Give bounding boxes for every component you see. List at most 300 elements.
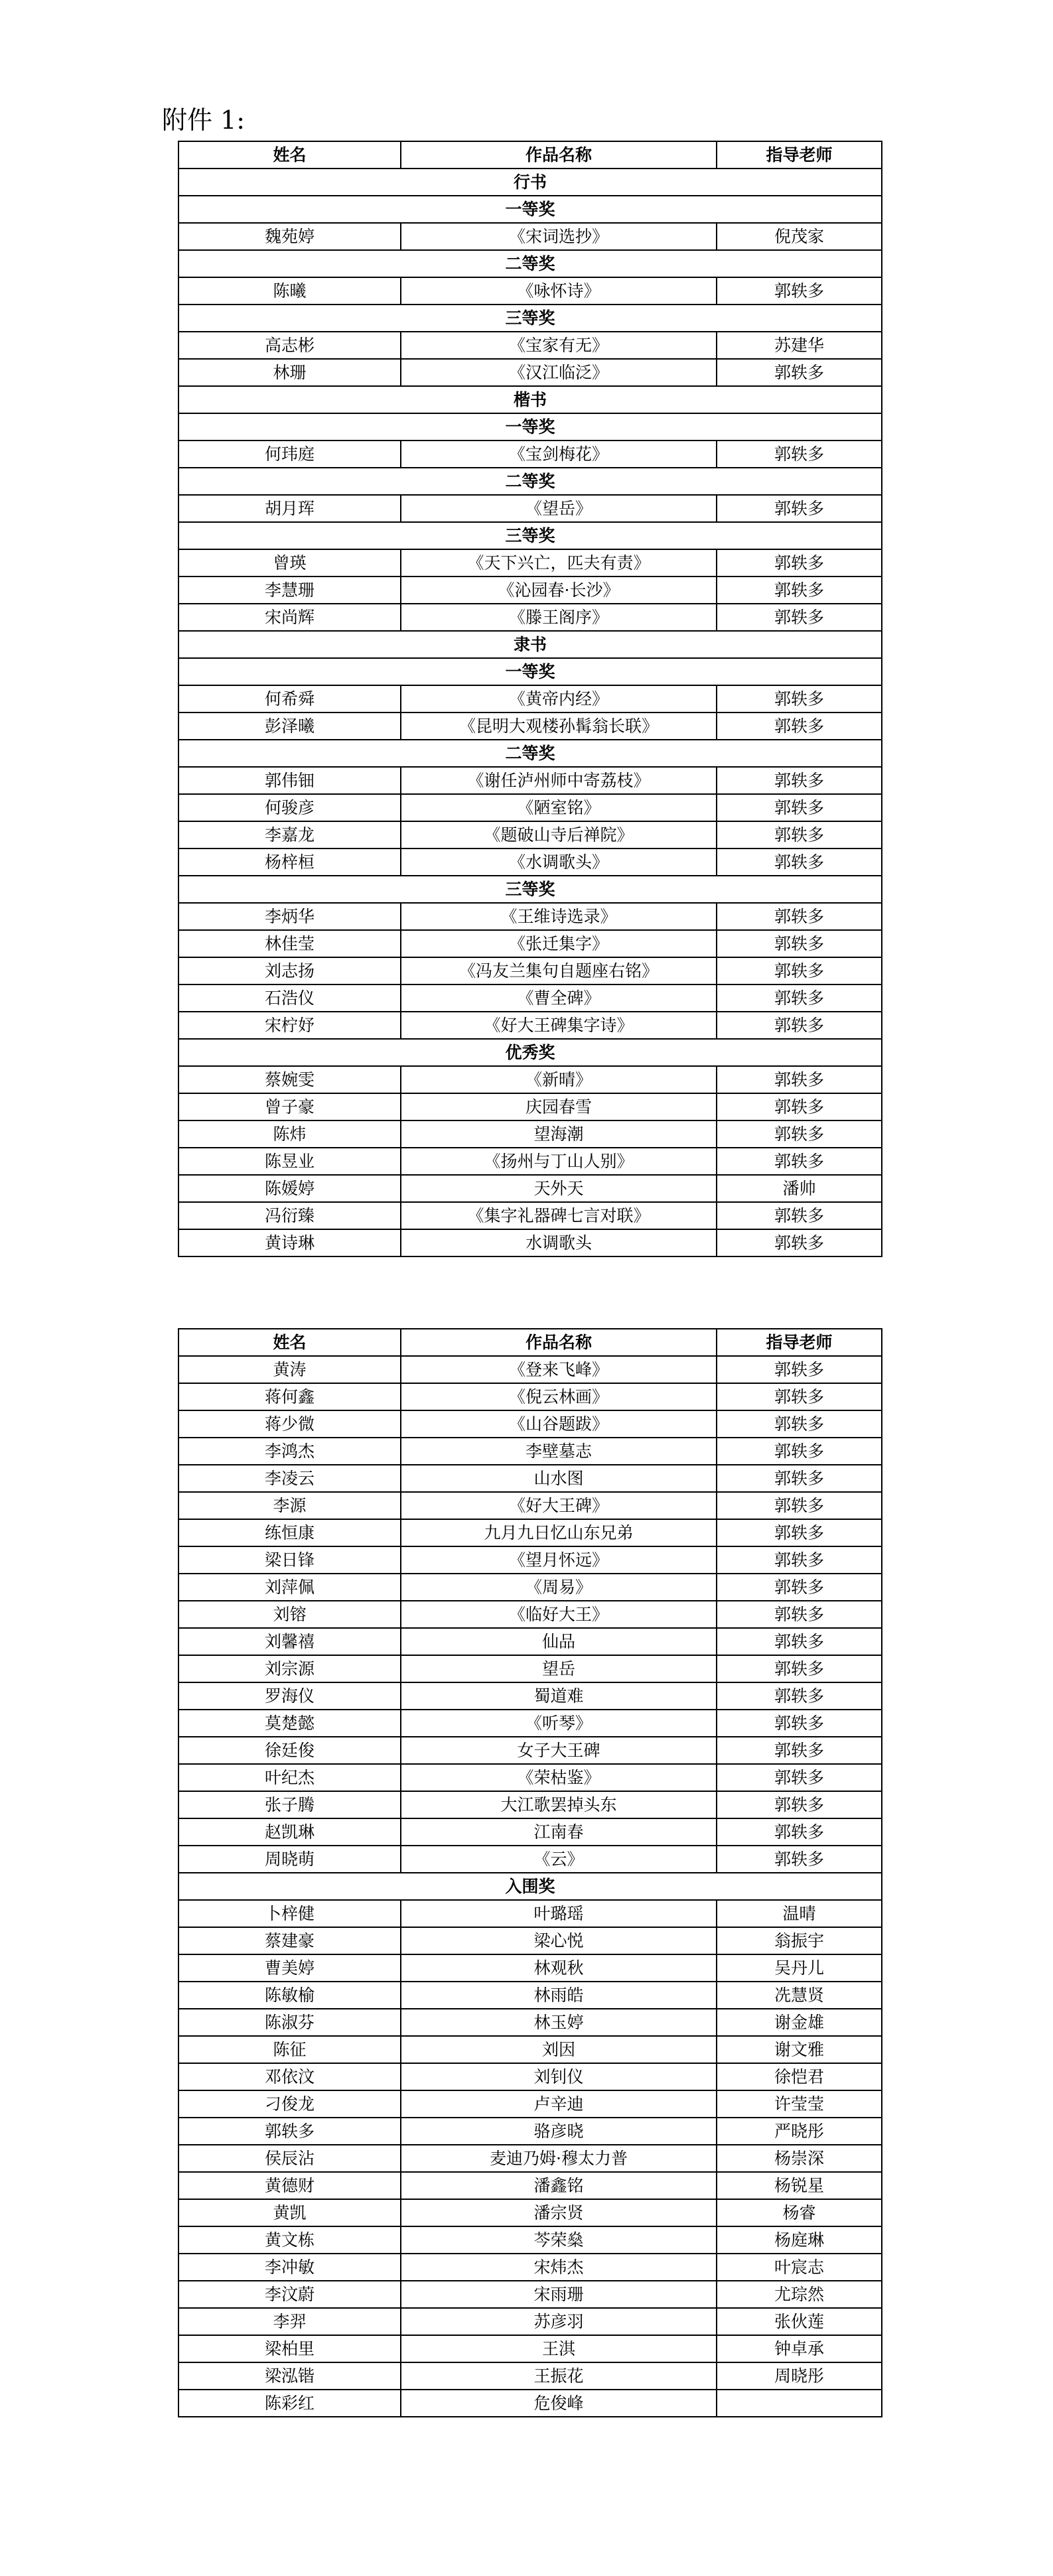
student-name: 陈征 (178, 2036, 401, 2063)
teacher-name: 吴丹儿 (717, 1954, 882, 1982)
work-title: 《水调歌头》 (401, 848, 717, 876)
student-name: 梁柏里 (178, 2335, 401, 2362)
table-row (178, 1438, 882, 1465)
work-title: 《天下兴亡，匹夫有责》 (401, 549, 717, 576)
work-title: 《山谷题跋》 (401, 1410, 717, 1438)
teacher-name: 郭轶多 (717, 794, 882, 821)
work-title: 刘钊仪 (401, 2063, 717, 2090)
section-heading: 行书 (178, 169, 882, 196)
student-name: 何玮庭 (178, 441, 401, 468)
work-title: 《咏怀诗》 (401, 277, 717, 305)
student-name: 黄涛 (178, 1356, 401, 1383)
work-title: 《好大王碑集字诗》 (401, 1012, 717, 1039)
student-name: 周晓萌 (178, 1846, 401, 1873)
section-row (178, 413, 882, 441)
teacher-name: 郭轶多 (717, 1601, 882, 1628)
section-heading: 楷书 (178, 386, 882, 413)
teacher-name: 郭轶多 (717, 576, 882, 604)
work-title: 李壁墓志 (401, 1438, 717, 1465)
table-row (178, 957, 882, 984)
work-title: 望岳 (401, 1655, 717, 1682)
table-row (178, 277, 882, 305)
work-title: 《冯友兰集句自题座右铭》 (401, 957, 717, 984)
teacher-name: 苏建华 (717, 332, 882, 359)
student-name: 何希舜 (178, 685, 401, 712)
teacher-name: 郭轶多 (717, 441, 882, 468)
work-title: 《黄帝内经》 (401, 685, 717, 712)
header-row (178, 1329, 882, 1356)
work-title: 《望月怀远》 (401, 1546, 717, 1574)
teacher-name: 郭轶多 (717, 930, 882, 957)
teacher-name: 郭轶多 (717, 1710, 882, 1737)
work-title: 叶璐瑶 (401, 1900, 717, 1927)
teacher-name: 郭轶多 (717, 1202, 882, 1229)
table-row (178, 1148, 882, 1175)
teacher-name: 郭轶多 (717, 1066, 882, 1093)
work-title: 《宋词选抄》 (401, 223, 717, 250)
teacher-name: 郭轶多 (717, 604, 882, 631)
table-row (178, 1202, 882, 1229)
teacher-name: 郭轶多 (717, 1383, 882, 1410)
work-title: 女子大王碑 (401, 1737, 717, 1764)
section-row (178, 305, 882, 332)
table-row (178, 2145, 882, 2172)
teacher-name: 郭轶多 (717, 685, 882, 712)
student-name: 黄凯 (178, 2199, 401, 2226)
table-row (178, 1012, 882, 1039)
table-row (178, 2362, 882, 2390)
student-name: 黄诗琳 (178, 1229, 401, 1256)
work-title: 《汉江临泛》 (401, 359, 717, 386)
header-work: 作品名称 (401, 141, 717, 169)
section-row (178, 658, 882, 685)
section-row (178, 876, 882, 903)
student-name: 刘志扬 (178, 957, 401, 984)
table-row (178, 1927, 882, 1954)
work-title: 林雨皓 (401, 1982, 717, 2009)
section-heading: 一等奖 (178, 658, 882, 685)
teacher-name: 郭轶多 (717, 1546, 882, 1574)
work-title: 九月九日忆山东兄弟 (401, 1519, 717, 1546)
table-row (178, 1601, 882, 1628)
work-title: 《沁园春·长沙》 (401, 576, 717, 604)
work-title: 潘鑫铭 (401, 2172, 717, 2199)
student-name: 陈淑芬 (178, 2009, 401, 2036)
work-title: 《张迁集字》 (401, 930, 717, 957)
student-name: 宋尚辉 (178, 604, 401, 631)
section-row (178, 250, 882, 277)
table-row (178, 2199, 882, 2226)
student-name: 李慧珊 (178, 576, 401, 604)
section-row (178, 1873, 882, 1900)
student-name: 石浩仪 (178, 984, 401, 1012)
teacher-name: 倪茂家 (717, 223, 882, 250)
work-title: 蜀道难 (401, 1682, 717, 1710)
teacher-name: 郭轶多 (717, 1148, 882, 1175)
table-row (178, 2281, 882, 2308)
work-title: 《荣枯鉴》 (401, 1764, 717, 1791)
teacher-name: 郭轶多 (717, 957, 882, 984)
table-row (178, 1492, 882, 1519)
teacher-name: 谢文雅 (717, 2036, 882, 2063)
table-row (178, 2226, 882, 2254)
work-title: 《昆明大观楼孙髯翁长联》 (401, 712, 717, 740)
teacher-name: 郭轶多 (717, 1791, 882, 1818)
work-title: 危俊峰 (401, 2390, 717, 2417)
work-title: 卢辛迪 (401, 2090, 717, 2118)
teacher-name: 郭轶多 (717, 1737, 882, 1764)
student-name: 林珊 (178, 359, 401, 386)
table-row (178, 2090, 882, 2118)
work-title: 《听琴》 (401, 1710, 717, 1737)
work-title: 《曹全碑》 (401, 984, 717, 1012)
section-heading: 三等奖 (178, 305, 882, 332)
student-name: 蒋何鑫 (178, 1383, 401, 1410)
attachment-title: 附件 1: (162, 105, 246, 135)
teacher-name: 潘帅 (717, 1175, 882, 1202)
student-name: 卜梓健 (178, 1900, 401, 1927)
student-name: 黄德财 (178, 2172, 401, 2199)
table-row (178, 2063, 882, 2090)
student-name: 陈曦 (178, 277, 401, 305)
teacher-name: 郭轶多 (717, 495, 882, 522)
section-row (178, 196, 882, 223)
teacher-name: 郭轶多 (717, 1356, 882, 1383)
work-title: 《陋室铭》 (401, 794, 717, 821)
table-row (178, 2390, 882, 2417)
teacher-name: 严晓彤 (717, 2118, 882, 2145)
teacher-name: 郭轶多 (717, 767, 882, 794)
student-name: 练恒康 (178, 1519, 401, 1546)
table-row (178, 332, 882, 359)
table-row (178, 1356, 882, 1383)
work-title: 潘宗贤 (401, 2199, 717, 2226)
table-row (178, 821, 882, 848)
student-name: 郭伟钿 (178, 767, 401, 794)
teacher-name: 周晓彤 (717, 2362, 882, 2390)
table-row (178, 2009, 882, 2036)
teacher-name: 郭轶多 (717, 1682, 882, 1710)
student-name: 杨梓桓 (178, 848, 401, 876)
table-row (178, 576, 882, 604)
student-name: 曾子豪 (178, 1093, 401, 1120)
section-heading: 入围奖 (178, 1873, 882, 1900)
teacher-name: 郭轶多 (717, 1846, 882, 1873)
work-title: 宋雨珊 (401, 2281, 717, 2308)
section-heading: 隶书 (178, 631, 882, 658)
student-name: 莫楚懿 (178, 1710, 401, 1737)
teacher-name: 钟卓承 (717, 2335, 882, 2362)
header-teacher: 指导老师 (717, 141, 882, 169)
section-row (178, 386, 882, 413)
student-name: 蔡建豪 (178, 1927, 401, 1954)
teacher-name: 郭轶多 (717, 848, 882, 876)
student-name: 宋柠妤 (178, 1012, 401, 1039)
work-title: 《滕王阁序》 (401, 604, 717, 631)
work-title: 《望岳》 (401, 495, 717, 522)
student-name: 徐廷俊 (178, 1737, 401, 1764)
table-row (178, 1519, 882, 1546)
teacher-name: 郭轶多 (717, 1574, 882, 1601)
award-table-2 (178, 1328, 882, 2417)
teacher-name: 郭轶多 (717, 1229, 882, 1256)
teacher-name: 许莹莹 (717, 2090, 882, 2118)
table-row (178, 1710, 882, 1737)
student-name: 刘萍佩 (178, 1574, 401, 1601)
table-row (178, 685, 882, 712)
work-title: 《扬州与丁山人别》 (401, 1148, 717, 1175)
section-row (178, 468, 882, 495)
work-title: 水调歌头 (401, 1229, 717, 1256)
teacher-name: 郭轶多 (717, 984, 882, 1012)
student-name: 郭轶多 (178, 2118, 401, 2145)
teacher-name: 郭轶多 (717, 1628, 882, 1655)
section-heading: 三等奖 (178, 522, 882, 549)
student-name: 陈敏榆 (178, 1982, 401, 2009)
header-name: 姓名 (178, 141, 401, 169)
student-name: 李汶蔚 (178, 2281, 401, 2308)
teacher-name: 郭轶多 (717, 1120, 882, 1148)
student-name: 罗海仪 (178, 1682, 401, 1710)
work-title: 天外天 (401, 1175, 717, 1202)
student-name: 胡月珲 (178, 495, 401, 522)
award-table-1 (178, 141, 882, 1257)
work-title: 《倪云林画》 (401, 1383, 717, 1410)
student-name: 李凌云 (178, 1465, 401, 1492)
student-name: 彭泽曦 (178, 712, 401, 740)
teacher-name: 郭轶多 (717, 1519, 882, 1546)
table-row (178, 1954, 882, 1982)
table-row (178, 1764, 882, 1791)
work-title: 林观秋 (401, 1954, 717, 1982)
table-row (178, 1982, 882, 2009)
student-name: 侯辰沾 (178, 2145, 401, 2172)
table-row (178, 2036, 882, 2063)
work-title: 宋炜杰 (401, 2254, 717, 2281)
work-title: 刘因 (401, 2036, 717, 2063)
teacher-name: 杨崇深 (717, 2145, 882, 2172)
work-title: 苏彦羽 (401, 2308, 717, 2335)
teacher-name: 郭轶多 (717, 1492, 882, 1519)
work-title: 仙品 (401, 1628, 717, 1655)
table-row (178, 1737, 882, 1764)
table-row (178, 930, 882, 957)
student-name: 梁日锋 (178, 1546, 401, 1574)
table-row (178, 1655, 882, 1682)
student-name: 李冲敏 (178, 2254, 401, 2281)
award-table-2-body (178, 1329, 882, 2417)
work-title: 《宝剑梅花》 (401, 441, 717, 468)
work-title: 《题破山寺后禅院》 (401, 821, 717, 848)
table-row (178, 1410, 882, 1438)
teacher-name: 郭轶多 (717, 1438, 882, 1465)
section-heading: 二等奖 (178, 250, 882, 277)
student-name: 曾瑛 (178, 549, 401, 576)
teacher-name: 徐恺君 (717, 2063, 882, 2090)
header-teacher: 指导老师 (717, 1329, 882, 1356)
section-heading: 二等奖 (178, 740, 882, 767)
teacher-name: 郭轶多 (717, 903, 882, 930)
section-row (178, 740, 882, 767)
teacher-name: 郭轶多 (717, 1410, 882, 1438)
table-row (178, 848, 882, 876)
teacher-name: 郭轶多 (717, 359, 882, 386)
student-name: 叶纪杰 (178, 1764, 401, 1791)
table-row (178, 794, 882, 821)
table-row (178, 495, 882, 522)
teacher-name: 杨庭琳 (717, 2226, 882, 2254)
table-row (178, 767, 882, 794)
work-title: 《宝家有无》 (401, 332, 717, 359)
student-name: 邓依汶 (178, 2063, 401, 2090)
table-row (178, 1682, 882, 1710)
table-row (178, 1093, 882, 1120)
teacher-name: 郭轶多 (717, 549, 882, 576)
work-title: 《登来飞峰》 (401, 1356, 717, 1383)
award-table-1-body (178, 141, 882, 1256)
student-name: 蔡婉雯 (178, 1066, 401, 1093)
student-name: 李嘉龙 (178, 821, 401, 848)
table-row (178, 1546, 882, 1574)
section-heading: 二等奖 (178, 468, 882, 495)
table-row (178, 1465, 882, 1492)
table-row (178, 1383, 882, 1410)
student-name: 曹美婷 (178, 1954, 401, 1982)
table-row (178, 1791, 882, 1818)
table-row (178, 604, 882, 631)
table-row (178, 1229, 882, 1256)
student-name: 蒋少微 (178, 1410, 401, 1438)
student-name: 刘馨禧 (178, 1628, 401, 1655)
table-row (178, 2172, 882, 2199)
work-title: 《好大王碑》 (401, 1492, 717, 1519)
work-title: 《新晴》 (401, 1066, 717, 1093)
student-name: 梁泓锴 (178, 2362, 401, 2390)
work-title: 王振花 (401, 2362, 717, 2390)
student-name: 李炳华 (178, 903, 401, 930)
teacher-name: 郭轶多 (717, 1093, 882, 1120)
teacher-name: 郭轶多 (717, 1818, 882, 1846)
student-name: 李羿 (178, 2308, 401, 2335)
student-name: 陈炜 (178, 1120, 401, 1148)
work-title: 王淇 (401, 2335, 717, 2362)
table-row (178, 2254, 882, 2281)
work-title: 《临好大王》 (401, 1601, 717, 1628)
work-title: 江南春 (401, 1818, 717, 1846)
work-title: 望海潮 (401, 1120, 717, 1148)
student-name: 冯衍臻 (178, 1202, 401, 1229)
student-name: 陈彩红 (178, 2390, 401, 2417)
table-row (178, 2118, 882, 2145)
table-row (178, 1175, 882, 1202)
teacher-name: 郭轶多 (717, 821, 882, 848)
student-name: 陈昱业 (178, 1148, 401, 1175)
student-name: 何骏彦 (178, 794, 401, 821)
table-row (178, 712, 882, 740)
table-row (178, 359, 882, 386)
table-row (178, 1120, 882, 1148)
student-name: 魏苑婷 (178, 223, 401, 250)
table-row (178, 441, 882, 468)
teacher-name: 郭轶多 (717, 1012, 882, 1039)
teacher-name: 郭轶多 (717, 1764, 882, 1791)
header-name: 姓名 (178, 1329, 401, 1356)
work-title: 《谢任泸州师中寄荔枝》 (401, 767, 717, 794)
section-heading: 一等奖 (178, 196, 882, 223)
student-name: 高志彬 (178, 332, 401, 359)
student-name: 李源 (178, 1492, 401, 1519)
student-name: 刁俊龙 (178, 2090, 401, 2118)
table-row (178, 1066, 882, 1093)
table-row (178, 1900, 882, 1927)
teacher-name: 冼慧贤 (717, 1982, 882, 2009)
section-heading: 三等奖 (178, 876, 882, 903)
teacher-name (717, 2390, 882, 2417)
table-row (178, 1846, 882, 1873)
table-row (178, 903, 882, 930)
section-heading: 一等奖 (178, 413, 882, 441)
work-title: 林玉婷 (401, 2009, 717, 2036)
table-row (178, 549, 882, 576)
work-title: 《王维诗选录》 (401, 903, 717, 930)
student-name: 黄文栋 (178, 2226, 401, 2254)
teacher-name: 郭轶多 (717, 1465, 882, 1492)
student-name: 刘镕 (178, 1601, 401, 1628)
section-row (178, 631, 882, 658)
teacher-name: 张伙莲 (717, 2308, 882, 2335)
student-name: 刘宗源 (178, 1655, 401, 1682)
teacher-name: 翁振宇 (717, 1927, 882, 1954)
student-name: 张子腾 (178, 1791, 401, 1818)
table-row (178, 223, 882, 250)
work-title: 《集字礼器碑七言对联》 (401, 1202, 717, 1229)
table-row (178, 2308, 882, 2335)
teacher-name: 杨锐星 (717, 2172, 882, 2199)
table-row (178, 1628, 882, 1655)
student-name: 李鸿杰 (178, 1438, 401, 1465)
table-row (178, 1574, 882, 1601)
teacher-name: 尤琮然 (717, 2281, 882, 2308)
table-row (178, 1818, 882, 1846)
work-title: 《云》 (401, 1846, 717, 1873)
work-title: 《周易》 (401, 1574, 717, 1601)
work-title: 大江歌罢掉头东 (401, 1791, 717, 1818)
student-name: 林佳莹 (178, 930, 401, 957)
teacher-name: 温晴 (717, 1900, 882, 1927)
section-heading: 优秀奖 (178, 1039, 882, 1066)
table-row (178, 984, 882, 1012)
work-title: 山水图 (401, 1465, 717, 1492)
teacher-name: 叶宸志 (717, 2254, 882, 2281)
work-title: 骆彦晓 (401, 2118, 717, 2145)
work-title: 庆园春雪 (401, 1093, 717, 1120)
work-title: 麦迪乃姆·穆太力普 (401, 2145, 717, 2172)
student-name: 赵凯琳 (178, 1818, 401, 1846)
teacher-name: 谢金雄 (717, 2009, 882, 2036)
work-title: 梁心悦 (401, 1927, 717, 1954)
table-row (178, 2335, 882, 2362)
teacher-name: 郭轶多 (717, 1655, 882, 1682)
section-row (178, 522, 882, 549)
student-name: 陈媛婷 (178, 1175, 401, 1202)
teacher-name: 郭轶多 (717, 277, 882, 305)
section-row (178, 169, 882, 196)
header-work: 作品名称 (401, 1329, 717, 1356)
work-title: 芩荣燊 (401, 2226, 717, 2254)
teacher-name: 杨睿 (717, 2199, 882, 2226)
section-row (178, 1039, 882, 1066)
header-row (178, 141, 882, 169)
